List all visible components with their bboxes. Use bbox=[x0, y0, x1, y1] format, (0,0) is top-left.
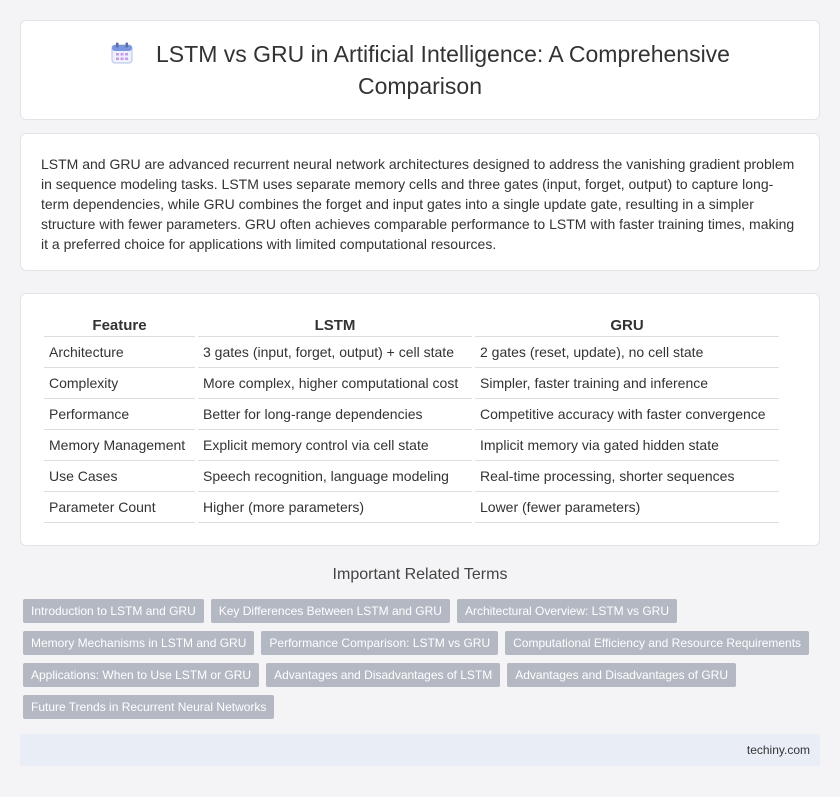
footer-site[interactable]: techiny.com bbox=[746, 743, 810, 757]
table-row bbox=[44, 492, 779, 523]
cell-lstm: Higher (more parameters) bbox=[198, 492, 472, 523]
cell-gru: 2 gates (reset, update), no cell state bbox=[475, 337, 779, 368]
cell-gru: Competitive accuracy with faster convergence bbox=[475, 399, 779, 430]
cell-lstm: Better for long-range dependencies bbox=[198, 399, 472, 430]
related-term-tag[interactable]: Memory Mechanisms in LSTM and GRU bbox=[23, 631, 254, 655]
header-feature: Feature bbox=[44, 312, 195, 337]
cell-gru: Real-time processing, shorter sequences bbox=[475, 461, 779, 492]
cell-feature: Memory Management bbox=[44, 430, 195, 461]
table-row bbox=[44, 430, 779, 461]
cell-lstm: Explicit memory control via cell state bbox=[198, 430, 472, 461]
tag-row bbox=[23, 663, 823, 687]
cell-lstm: Speech recognition, language modeling bbox=[198, 461, 472, 492]
related-term-tag[interactable]: Future Trends in Recurrent Neural Networks bbox=[23, 695, 274, 719]
header-lstm: LSTM bbox=[198, 312, 472, 337]
cell-lstm: 3 gates (input, forget, output) + cell state bbox=[198, 337, 472, 368]
related-term-tag[interactable]: Introduction to LSTM and GRU bbox=[23, 599, 204, 623]
table-row bbox=[44, 399, 779, 430]
table-row bbox=[44, 337, 779, 368]
cell-gru: Simpler, faster training and inference bbox=[475, 368, 779, 399]
table-row bbox=[44, 368, 779, 399]
related-term-tag[interactable]: Advantages and Disadvantages of LSTM bbox=[266, 663, 500, 687]
intro-card bbox=[20, 133, 820, 271]
cell-feature: Performance bbox=[44, 399, 195, 430]
related-term-tag[interactable]: Advantages and Disadvantages of GRU bbox=[507, 663, 736, 687]
footer bbox=[20, 734, 820, 766]
related-term-tag[interactable]: Key Differences Between LSTM and GRU bbox=[211, 599, 450, 623]
related-term-tag[interactable]: Performance Comparison: LSTM vs GRU bbox=[261, 631, 498, 655]
related-term-tag[interactable]: Computational Efficiency and Resource Requirements bbox=[505, 631, 809, 655]
intro-text: LSTM and GRU are advanced recurrent neural network architectures designed to address the vanishing gradient problem in sequence modeling tasks. LSTM uses separate memory cells and three gates (input, forget, output) to capture long-term dependencies, while GRU combines the forget and input gates into a single update gate, resulting in a simpler structure with fewer parameters. GRU often achieves comparable performance to LSTM with faster training times, making it a preferred choice for applications with limited computational resources. bbox=[41, 156, 795, 252]
cell-feature: Architecture bbox=[44, 337, 195, 368]
related-term-tag[interactable]: Applications: When to Use LSTM or GRU bbox=[23, 663, 259, 687]
cell-gru: Lower (fewer parameters) bbox=[475, 492, 779, 523]
related-terms-list bbox=[23, 599, 823, 727]
cell-gru: Implicit memory via gated hidden state bbox=[475, 430, 779, 461]
tag-row bbox=[23, 631, 823, 655]
page-title-wrapper bbox=[70, 40, 770, 101]
table-row bbox=[44, 461, 779, 492]
comparison-table bbox=[41, 312, 782, 523]
header-gru: GRU bbox=[475, 312, 779, 337]
comparison-card bbox=[20, 293, 820, 546]
related-term-tag[interactable]: Architectural Overview: LSTM vs GRU bbox=[457, 599, 677, 623]
tag-row bbox=[23, 695, 823, 719]
cell-lstm: More complex, higher computational cost bbox=[198, 368, 472, 399]
table-header-row bbox=[44, 312, 779, 337]
related-terms-title: Important Related Terms bbox=[332, 566, 508, 583]
cell-feature: Parameter Count bbox=[44, 492, 195, 523]
title-card bbox=[20, 20, 820, 120]
calendar-icon bbox=[110, 41, 134, 72]
page-title: LSTM vs GRU in Artificial Intelligence: A Comprehensive Comparison bbox=[156, 40, 730, 99]
cell-feature: Use Cases bbox=[44, 461, 195, 492]
tag-row bbox=[23, 599, 823, 623]
cell-feature: Complexity bbox=[44, 368, 195, 399]
